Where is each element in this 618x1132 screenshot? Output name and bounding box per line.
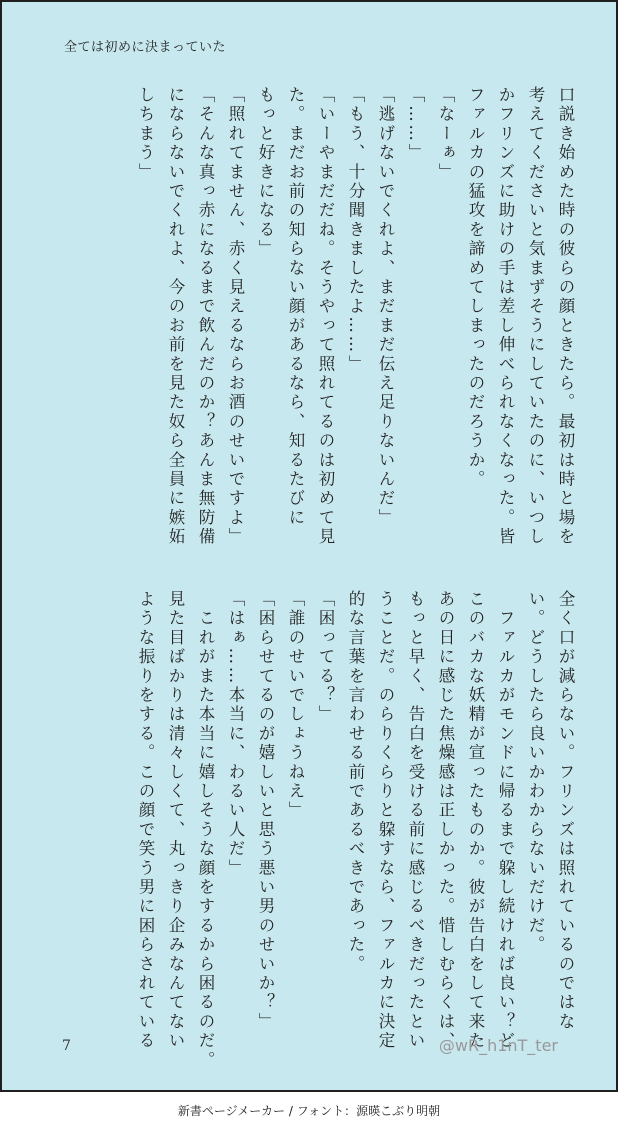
text-line: 「そんな真っ赤になるまで飲んだのか？あんま無防備: [196, 86, 215, 547]
text-line: 「はぁ……本当に、わるい人だ」: [226, 590, 245, 878]
text-line: もっと好きになる」: [256, 86, 275, 259]
text-line: 「いーやまだだね。そうやって照れてるのは初めて見: [316, 86, 335, 547]
text-line: 的な言葉を言わせる前であるべきであった。: [346, 590, 365, 974]
text-block-top: [130, 86, 580, 547]
chapter-title: 全ては初めに決まっていた: [64, 40, 227, 55]
author-handle: @wR_h1nT_ter: [438, 1036, 558, 1055]
text-line: しちまう」: [136, 86, 155, 182]
text-line: あの日に感じた焦燥感は正しかった。惜しむらくは、: [436, 590, 455, 1051]
text-line: 口説き始めた時の彼らの顔ときたら。最初は時と場を: [556, 86, 575, 547]
text-line: 「……」: [406, 86, 425, 163]
text-line: 「もう、十分聞きましたよ……」: [346, 86, 365, 374]
text-line: 見た目ばかりは清々しくて、丸っきり企みなんてない: [166, 590, 185, 1051]
page-number: 7: [62, 1038, 71, 1054]
text-line: ファルカの猛攻を諦めてしまったのだろうか。: [466, 86, 485, 490]
text-line: ファルカがモンドに帰るまで躱し続ければ良い？ど: [496, 590, 515, 1051]
text-line: い。どうしたら良いかわからないだけだ。: [526, 590, 545, 955]
text-line: にならないでくれよ、今のお前を見た奴ら全員に嫉妬: [166, 86, 185, 547]
text-line: ような振りをする。この顔で笑う男に困らされている: [136, 590, 155, 1051]
text-line: 「逃げないでくれよ、まだまだ伝え足りないんだ」: [376, 86, 395, 528]
text-line: これがまた本当に嬉しそうな顔をするから困るのだ。: [196, 590, 215, 1070]
text-line: 「困らせてるのが嬉しいと思う悪い男のせいか？」: [256, 590, 275, 1032]
text-line: 「照れてません、赤く見えるならお酒のせいですよ」: [226, 86, 245, 547]
text-line: このバカな妖精が宣ったものか。彼が告白をして来た: [466, 590, 485, 1051]
text-line: もっと早く、告白を受ける前に感じるべきだったとい: [406, 590, 425, 1051]
text-line: 考えてくださいと気まずそうにしていたのに、いつし: [526, 86, 545, 547]
text-line: 「困ってる？」: [316, 590, 335, 725]
text-line: うことだ。のらりくらりと躱すなら、ファルカに決定: [376, 590, 395, 1051]
text-line: 「誰のせいでしょうねえ」: [286, 590, 305, 821]
credit-line: 新書ページメーカー / フォント：源暎こぶり明朝: [177, 1104, 441, 1118]
text-line: た。まだお前の知らない顔があるなら、知るたびに: [286, 86, 305, 528]
text-line: 全く口が減らない。フリンズは照れているのではな: [556, 590, 575, 1032]
text-line: かフリンズに助けの手は差し伸べられなくなった。皆: [496, 86, 515, 547]
text-line: 「なーぁ」: [436, 86, 455, 182]
